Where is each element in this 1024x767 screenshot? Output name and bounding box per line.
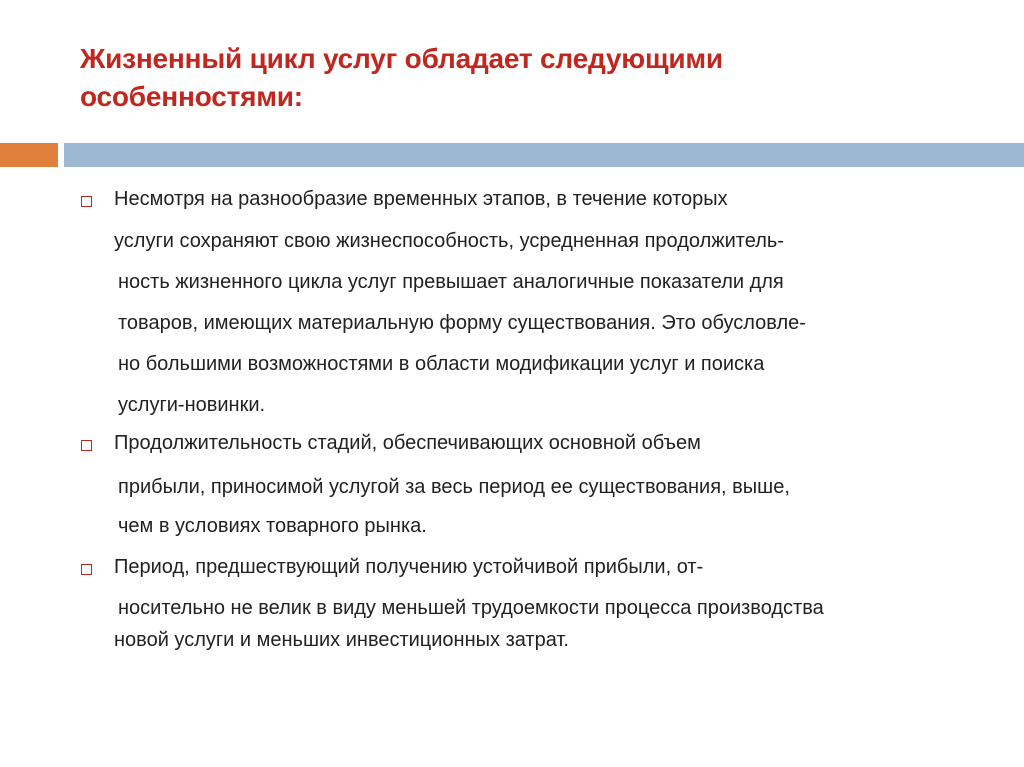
- list-item-line: Несмотря на разнообразие временных этапов, в течение которых: [114, 188, 728, 210]
- list-item-line: чем в условиях товарного рынка.: [118, 515, 427, 537]
- list-item-line: Период, предшествующий получению устойчивой прибыли, от-: [114, 556, 704, 578]
- list-item-line: прибыли, приносимой услугой за весь период ее существования, выше,: [118, 476, 790, 498]
- list-item-line: услуги-новинки.: [118, 394, 266, 416]
- list-item-line: носительно не велик в виду меньшей трудоемкости процесса производства: [118, 597, 824, 619]
- list-item-line: услуги сохраняют свою жизнеспособность, усредненная продолжитель-: [114, 230, 784, 252]
- list-item-line: Продолжительность стадий, обеспечивающих основной объем: [114, 432, 701, 454]
- square-outline-icon: [81, 564, 92, 575]
- list-item-line: товаров, имеющих материальную форму существования. Это обусловле-: [118, 312, 806, 334]
- square-outline-icon: [81, 196, 92, 207]
- square-outline-icon: [81, 440, 92, 451]
- list-item-line: ность жизненного цикла услуг превышает аналогичные показатели для: [118, 271, 784, 293]
- list-item-line: новой услуги и меньших инвестиционных затрат.: [114, 629, 569, 651]
- title-line-2: особенностями:: [80, 81, 303, 112]
- list-item-line: но большими возможностями в области модификации услуг и поиска: [118, 353, 765, 375]
- title-line-1: Жизненный цикл услуг обладает следующими: [80, 43, 723, 74]
